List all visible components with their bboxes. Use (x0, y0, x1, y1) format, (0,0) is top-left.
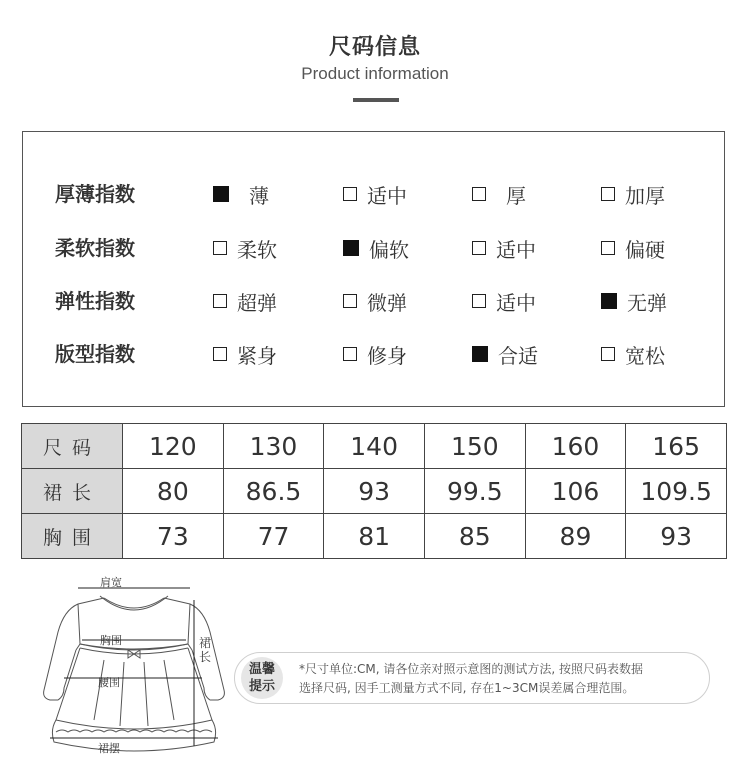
size-table (21, 423, 727, 559)
index-option (472, 339, 538, 369)
unchecked-box-icon (213, 347, 227, 361)
index-label: 版型指数 (55, 342, 135, 366)
page-title-cn: 尺码信息 (328, 35, 421, 60)
table-cell: 73 (123, 514, 224, 559)
index-option-label: 微弹 (367, 290, 407, 315)
diagram-label-shoulder: 肩宽 (100, 576, 122, 589)
unchecked-box-icon (601, 187, 615, 201)
index-option (343, 179, 407, 209)
table-cell: 130 (223, 424, 324, 469)
tip-badge-line2: 提示 (248, 679, 275, 694)
table-cell: 140 (324, 424, 425, 469)
index-option (213, 233, 277, 263)
index-option-label: 紧身 (237, 343, 277, 368)
table-cell: 81 (324, 514, 425, 559)
index-option (213, 339, 277, 369)
row-header: 胸围 (22, 514, 123, 559)
table-cell: 109.5 (626, 469, 727, 514)
diagram-label-waist: 腰围 (98, 676, 120, 689)
index-option (601, 179, 665, 209)
tip-text (299, 660, 643, 698)
unchecked-box-icon (601, 347, 615, 361)
checked-box-icon (601, 293, 617, 309)
index-option-label: 宽松 (625, 343, 665, 368)
index-option-label: 偏硬 (625, 237, 665, 262)
tip-line-1: *尺寸单位:CM, 请各位亲对照示意图的测试方法, 按照尺码表数据 (299, 662, 644, 676)
checked-box-icon (472, 346, 488, 362)
table-row (22, 424, 727, 469)
diagram-label-chest: 胸围 (100, 634, 122, 647)
title-underline (353, 98, 399, 102)
table-cell: 85 (424, 514, 525, 559)
table-cell: 77 (223, 514, 324, 559)
index-option-label: 合适 (498, 343, 538, 368)
table-cell: 120 (123, 424, 224, 469)
unchecked-box-icon (213, 241, 227, 255)
index-option-label: 厚 (506, 183, 526, 208)
table-row (22, 469, 727, 514)
index-row (23, 339, 724, 369)
index-option (601, 339, 665, 369)
table-cell: 93 (324, 469, 425, 514)
index-option-label: 加厚 (625, 183, 665, 208)
table-cell: 165 (626, 424, 727, 469)
tip-line-2: 选择尺码, 因手工测量方式不同, 存在1~3CM误差属合理范围。 (299, 681, 635, 695)
index-option (472, 233, 536, 263)
table-cell: 160 (525, 424, 626, 469)
index-row (23, 179, 724, 209)
index-row (23, 286, 724, 316)
index-label: 弹性指数 (55, 289, 135, 313)
index-option-label: 超弹 (237, 290, 277, 315)
page-title-en: Product information (301, 64, 449, 83)
index-option (601, 286, 667, 316)
row-header: 尺码 (22, 424, 123, 469)
dress-diagram (34, 570, 234, 765)
table-cell: 93 (626, 514, 727, 559)
index-option-label: 修身 (367, 343, 407, 368)
table-cell: 86.5 (223, 469, 324, 514)
tip-box (234, 652, 710, 704)
index-option (472, 286, 536, 316)
tip-badge-line1: 温馨 (248, 662, 275, 677)
diagram-label-length: 裙长 (199, 636, 212, 664)
table-cell: 106 (525, 469, 626, 514)
index-option (601, 233, 665, 263)
index-option (213, 179, 269, 209)
unchecked-box-icon (472, 187, 486, 201)
index-option-label: 无弹 (627, 290, 667, 315)
index-option-label: 适中 (496, 290, 536, 315)
index-option-label: 柔软 (237, 237, 277, 262)
unchecked-box-icon (343, 187, 357, 201)
table-cell: 150 (424, 424, 525, 469)
index-panel (22, 131, 725, 407)
index-option (472, 179, 526, 209)
index-option (343, 233, 409, 263)
index-option (343, 286, 407, 316)
index-label: 柔软指数 (55, 236, 135, 260)
index-row (23, 233, 724, 263)
index-option-label: 适中 (367, 183, 407, 208)
unchecked-box-icon (472, 241, 486, 255)
index-option (343, 339, 407, 369)
unchecked-box-icon (343, 347, 357, 361)
unchecked-box-icon (213, 294, 227, 308)
table-cell: 80 (123, 469, 224, 514)
index-option (213, 286, 277, 316)
index-label: 厚薄指数 (55, 182, 135, 206)
diagram-label-hem: 裙摆 (98, 742, 120, 755)
index-option-label: 偏软 (369, 237, 409, 262)
row-header: 裙长 (22, 469, 123, 514)
table-cell: 89 (525, 514, 626, 559)
unchecked-box-icon (601, 241, 615, 255)
tip-badge (241, 657, 283, 699)
unchecked-box-icon (472, 294, 486, 308)
table-cell: 99.5 (424, 469, 525, 514)
index-option-label: 适中 (496, 237, 536, 262)
checked-box-icon (343, 240, 359, 256)
checked-box-icon (213, 186, 229, 202)
index-option-label: 薄 (249, 183, 269, 208)
unchecked-box-icon (343, 294, 357, 308)
table-row (22, 514, 727, 559)
